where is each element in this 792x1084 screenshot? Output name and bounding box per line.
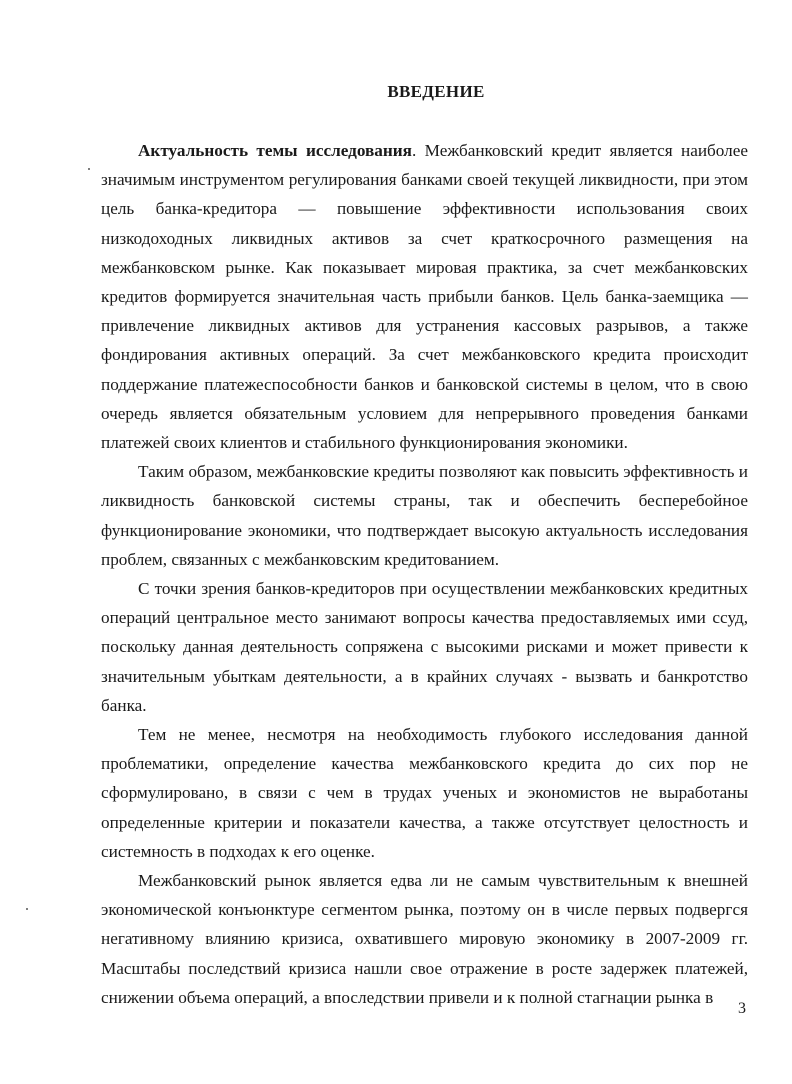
paragraph-text: . Межбанковский кредит является наиболее значимым инструментом регулирования банками своей текущей ликвидности, при этом цель банка-кредитора — повышение эффективности использования своих низкодоходных ликвидных активов за счет краткосрочного размещения на межбанковском рынке. Как показывает мировая практика, за счет межбанковских кредитов формируется значительная часть прибыли банков. Цель банка-заемщика — привлечение ликвидных активов для устранения кассовых разрывов, а также фондирования активных операций. За счет межбанковского кредита происходит поддержание платежеспособности банков и банковской системы в целом, что в свою очередь является обязательным условием для непрерывного проведения банками платежей своих клиентов и стабильного функционирования экономики. [101, 141, 748, 453]
scan-speck [88, 168, 90, 170]
paragraph-creditor-view: С точки зрения банков-кредиторов при осуществлении межбанковских кредитных операций центральное место занимают вопросы качества предоставляемых ими ссуд, поскольку данная деятельность сопряжена с высокими рисками и может привести к значительным убыткам деятельности, а в крайних случаях - вызвать и банкротство банка. [101, 579, 748, 715]
section-title: ВВЕДЕНИЕ [387, 82, 485, 101]
paragraph-relevance [101, 136, 748, 457]
scan-speck [26, 908, 28, 910]
page-number: 3 [738, 1000, 746, 1017]
body-text [101, 136, 748, 1012]
paragraph-conclusion: Таким образом, межбанковские кредиты позволяют как повысить эффективность и ликвидность банковской системы страны, так и обеспечить бесперебойное функционирование экономики, что подтверждает высокую актуальность исследования проблем, связанных с межбанковским кредитованием. [101, 462, 748, 569]
paragraph-quality-problem: Тем не менее, несмотря на необходимость глубокого исследования данной проблематики, определение качества межбанковского кредита до сих пор не сформулировано, в связи с чем в трудах ученых и экономистов не выработаны определенные критерии и показатели качества, а также отсутствует целостность и системность в подходах к его оценке. [101, 725, 748, 861]
paragraph-crisis-impact: Межбанковский рынок является едва ли не самым чувствительным к внешней экономической конъюнктуре сегментом рынка, поэтому он в числе первых подвергся негативному влиянию кризиса, охватившего мировую экономику в 2007-2009 гг. Масштабы последствий кризиса нашли свое отражение в росте задержек платежей, снижении объема операций, а впоследствии привели и к полной стагнации рынка в [101, 871, 748, 1007]
paragraph-lead-heading: Актуальность темы исследования [138, 141, 412, 160]
